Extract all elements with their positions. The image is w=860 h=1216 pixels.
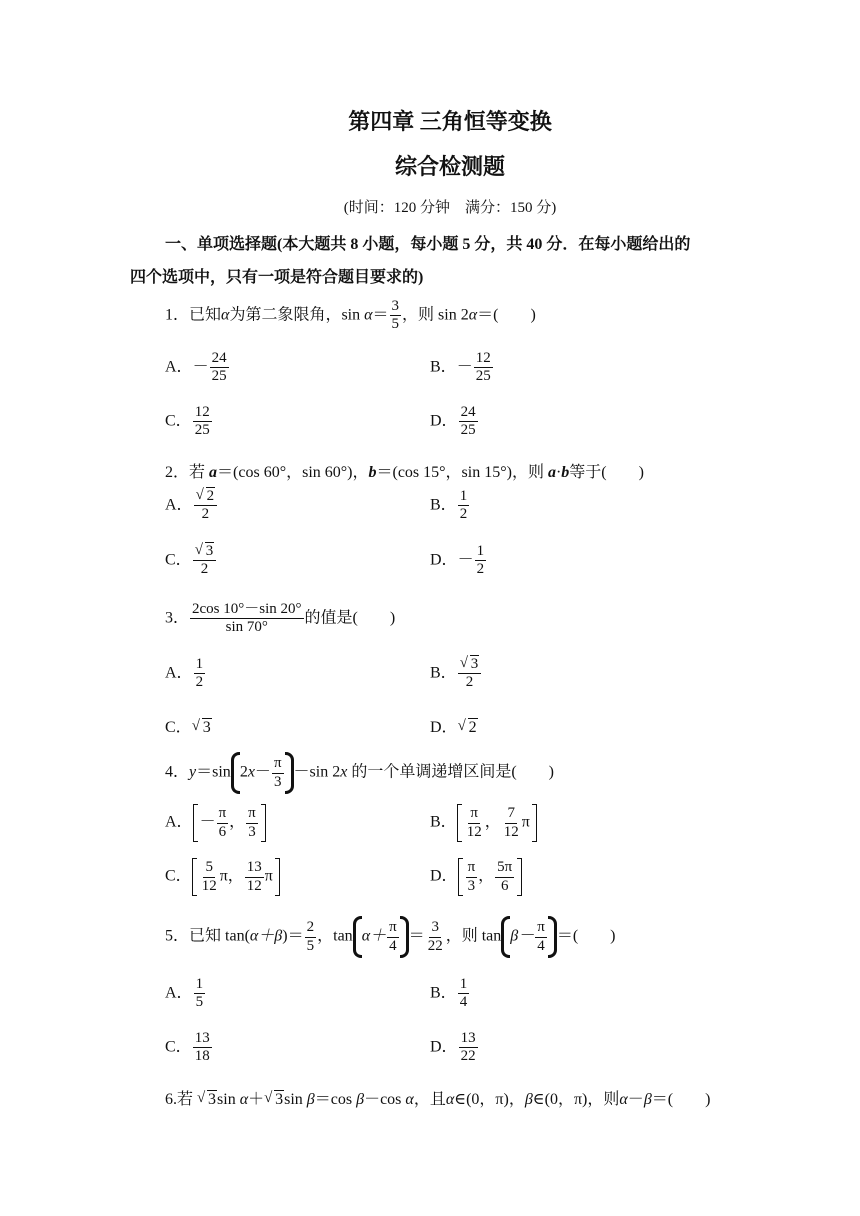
q3-option-d[interactable]: D．√ 2 <box>430 714 478 737</box>
q5-option-c[interactable]: C． $\frac{13}{18}$ <box>165 1030 210 1065</box>
question-6: 6.若 √ 3sin α＋√ 3sin β＝cos β－cos α，且α∈(0，π)，β∈(0，π)，则α－β＝( ) <box>165 1086 710 1109</box>
q4-option-b[interactable]: B． $\frac{\pi}{12}$ ， $\frac{7}{12}$ π <box>430 804 537 842</box>
section-rules: 四个选项中，只有一项是符合题目要求的) <box>130 269 424 286</box>
question-3: 3． $\frac{2\cos 10^\circ-\sin 20^\circ}{\sin 70^\circ}$ 的值是( ) <box>165 601 396 636</box>
q1-option-b[interactable]: B．－ $\frac{12}{25}$ <box>430 350 491 385</box>
q1-option-a[interactable]: A．－ $\frac{24}{25}$ <box>165 350 227 385</box>
q4-option-a[interactable]: A． － $\frac{\pi}{6}$ ， $\frac{\pi}{3}$ <box>165 804 266 842</box>
q2-option-b[interactable]: B． $\frac{1}{2}$ <box>430 488 468 523</box>
q2-option-a[interactable]: A． √ $\frac{2}{2}$ <box>165 488 218 524</box>
q2-option-d[interactable]: D．－ $\frac{1}{2}$ <box>430 543 485 578</box>
question-4: 4．y＝sin 2x－ $\frac{\pi}{3}$ －sin 2x 的一个单调递增区间是( ) <box>165 752 554 794</box>
test-title: 综合检测题 <box>394 154 505 179</box>
q2-option-c[interactable]: C． √ $\frac{3}{2}$ <box>165 543 217 579</box>
q3-option-b[interactable]: B． √ $\frac{3}{2}$ <box>430 656 482 692</box>
test-info: (时间：120 分钟 满分：150 分) <box>343 200 557 216</box>
q1-option-c[interactable]: C． $\frac{12}{25}$ <box>165 404 210 439</box>
q4-option-d[interactable]: D． $\frac{\pi}{3}$ ， $\frac{5\pi}{6}$ <box>430 858 522 896</box>
q3-option-a[interactable]: A． $\frac{1}{2}$ <box>165 656 204 691</box>
section-heading: 一、单项选择题(本大题共 8 小题，每小题 5 分，共 40 分．在每小题给出的 <box>165 236 691 253</box>
chapter-title: 第四章 三角恒等变换 <box>348 109 552 134</box>
question-2: 2．若 a＝(cos 60°，sin 60°)，b＝(cos 15°，sin 15°)，则 a·b等于( ) <box>165 464 644 481</box>
question-1: 1．已知α为第二象限角，sin α＝ $\frac{3}{5}$ ，则 sin 2α＝( ) <box>165 298 536 333</box>
q5-option-a[interactable]: A． $\frac{1}{5}$ <box>165 976 204 1011</box>
q4-option-c[interactable]: C． $\frac{5}{12}$ π， $\frac{13}{12}$ π <box>165 858 280 896</box>
q1-option-d[interactable]: D． $\frac{24}{25}$ <box>430 404 476 439</box>
q3-option-c[interactable]: C．√ 3 <box>165 714 212 737</box>
question-5: 5．已知 tan(α＋β)＝ $\frac{2}{5}$ ，tan α＋ $\frac{\pi}{4}$ ＝ $\frac{3}{22}$ ，则 tan β－ $\frac{\pi}{4}$ ＝( ) <box>165 916 615 958</box>
q5-option-d[interactable]: D． $\frac{13}{22}$ <box>430 1030 476 1065</box>
q5-option-b[interactable]: B． $\frac{1}{4}$ <box>430 976 468 1011</box>
